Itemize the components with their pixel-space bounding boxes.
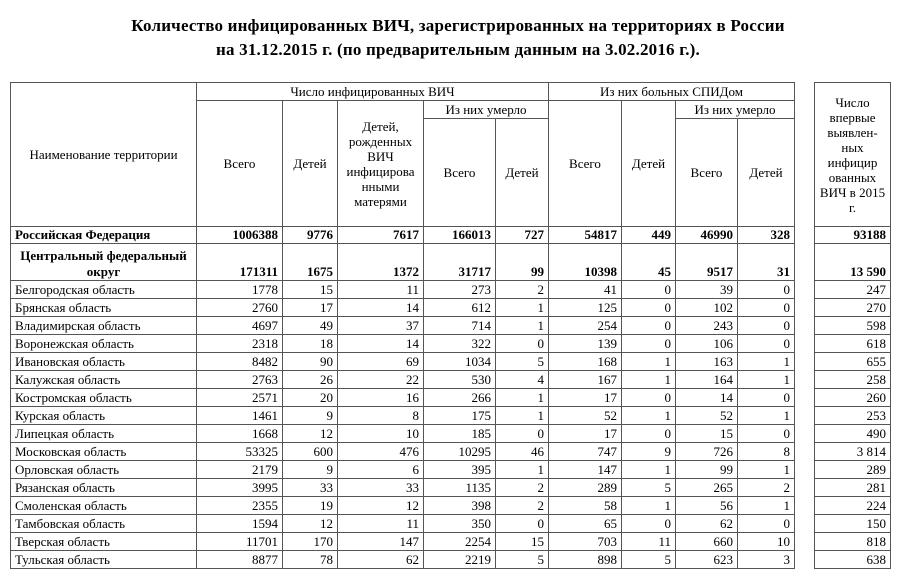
aids-children-cell: 449 [622,227,676,244]
aids-total-cell: 58 [549,497,622,515]
aids-died-total-header: Всего [676,119,738,227]
hiv-children-cell: 1675 [283,244,338,281]
hiv-died-children-cell: 4 [496,371,549,389]
aids-died-total-cell: 52 [676,407,738,425]
new-hiv-cell: 13 590 [815,244,891,281]
aids-died-total-cell: 106 [676,335,738,353]
born-to-infected-cell: 7617 [338,227,424,244]
table-row [11,479,891,497]
born-to-infected-cell: 11 [338,515,424,533]
aids-died-total-cell: 102 [676,299,738,317]
aids-died-total-cell: 62 [676,515,738,533]
aids-total-cell: 289 [549,479,622,497]
hiv-children-cell: 78 [283,551,338,569]
aids-total-cell: 747 [549,443,622,461]
aids-died-children-cell: 1 [738,461,795,479]
aids-died-total-cell: 265 [676,479,738,497]
aids-died-children-cell: 0 [738,515,795,533]
territory-name: Владимирская область [11,317,197,335]
aids-total-cell: 10398 [549,244,622,281]
territory-name: Воронежская область [11,335,197,353]
column-gap [795,425,815,443]
hiv-died-total-cell: 1034 [424,353,496,371]
hiv-died-total-cell: 2219 [424,551,496,569]
territory-name: Белгородская область [11,281,197,299]
hiv-children-cell: 26 [283,371,338,389]
table-row [11,461,891,479]
aids-died-total-cell: 9517 [676,244,738,281]
column-gap [795,407,815,425]
aids-children-cell: 5 [622,479,676,497]
new-hiv-cell: 638 [815,551,891,569]
aids-total-cell: 139 [549,335,622,353]
aids-children-cell: 0 [622,317,676,335]
aids-total-header: Всего [549,101,622,227]
born-to-infected-cell: 14 [338,299,424,317]
table-row [11,407,891,425]
table-row [11,335,891,353]
column-gap [795,533,815,551]
column-gap [795,389,815,407]
table-row [11,425,891,443]
column-gap [795,479,815,497]
new-hiv-cell: 598 [815,317,891,335]
aids-died-children-cell: 1 [738,497,795,515]
territory-name: Костромская область [11,389,197,407]
summary-row-district [11,244,891,281]
column-gap [795,371,815,389]
hiv-total-cell: 3995 [197,479,283,497]
hiv-total-cell: 1461 [197,407,283,425]
aids-group-header: Из них больных СПИДом [549,83,795,101]
aids-children-cell: 0 [622,299,676,317]
aids-children-cell: 45 [622,244,676,281]
new-hiv-cell: 818 [815,533,891,551]
hiv-total-cell: 1778 [197,281,283,299]
born-to-infected-cell: 476 [338,443,424,461]
column-gap [795,244,815,281]
aids-total-cell: 17 [549,389,622,407]
new-hiv-cell: 281 [815,479,891,497]
new-hiv-cell: 270 [815,299,891,317]
new-hiv-cell: 618 [815,335,891,353]
born-to-infected-cell: 16 [338,389,424,407]
hiv-died-children-cell: 1 [496,461,549,479]
title-line-2: на 31.12.2015 г. (по предварительным данным на 3.02.2016 г.). [216,40,700,59]
aids-children-cell: 1 [622,461,676,479]
aids-children-cell: 1 [622,497,676,515]
aids-died-children-cell: 10 [738,533,795,551]
column-gap [795,497,815,515]
aids-died-total-cell: 163 [676,353,738,371]
aids-died-children-cell: 3 [738,551,795,569]
column-gap [795,83,815,227]
hiv-died-header: Из них умерло [424,101,549,119]
hiv-total-cell: 1668 [197,425,283,443]
born-to-infected-cell: 11 [338,281,424,299]
table-row [11,389,891,407]
aids-total-cell: 898 [549,551,622,569]
hiv-children-cell: 33 [283,479,338,497]
hiv-children-cell: 12 [283,515,338,533]
new-hiv-cell: 3 814 [815,443,891,461]
new-hiv-cell: 150 [815,515,891,533]
hiv-children-cell: 9 [283,461,338,479]
hiv-total-header: Всего [197,101,283,227]
hiv-died-total-cell: 175 [424,407,496,425]
hiv-children-cell: 19 [283,497,338,515]
hiv-died-children-cell: 99 [496,244,549,281]
born-to-infected-cell: 14 [338,335,424,353]
hiv-died-total-cell: 273 [424,281,496,299]
aids-died-total-cell: 56 [676,497,738,515]
hiv-group-header: Число инфицированных ВИЧ [197,83,549,101]
aids-died-children-cell: 0 [738,317,795,335]
hiv-died-children-cell: 5 [496,551,549,569]
hiv-total-cell: 4697 [197,317,283,335]
aids-died-children-cell: 1 [738,407,795,425]
aids-died-children-cell: 1 [738,371,795,389]
column-gap [795,317,815,335]
born-to-infected-cell: 62 [338,551,424,569]
born-to-infected-cell: 22 [338,371,424,389]
aids-died-children-cell: 8 [738,443,795,461]
aids-died-total-cell: 726 [676,443,738,461]
aids-children-cell: 0 [622,281,676,299]
aids-children-cell: 0 [622,425,676,443]
title-line-1: Количество инфицированных ВИЧ, зарегистрированных на территориях в России [131,16,785,35]
hiv-statistics-table [10,82,891,569]
territory-name: Орловская область [11,461,197,479]
aids-children-cell: 0 [622,515,676,533]
aids-died-children-cell: 0 [738,389,795,407]
hiv-died-children-cell: 727 [496,227,549,244]
aids-died-total-cell: 243 [676,317,738,335]
aids-died-children-cell: 0 [738,425,795,443]
born-to-infected-cell: 10 [338,425,424,443]
hiv-died-total-cell: 266 [424,389,496,407]
born-to-infected-cell: 1372 [338,244,424,281]
aids-died-header: Из них умерло [676,101,795,119]
hiv-children-header: Детей [283,101,338,227]
new-hiv-cell: 490 [815,425,891,443]
hiv-died-children-cell: 2 [496,497,549,515]
column-gap [795,515,815,533]
territory-name: Тверская область [11,533,197,551]
hiv-children-cell: 17 [283,299,338,317]
table-row [11,299,891,317]
born-to-infected-cell: 6 [338,461,424,479]
hiv-died-children-cell: 2 [496,281,549,299]
born-to-infected-cell: 147 [338,533,424,551]
hiv-children-cell: 20 [283,389,338,407]
territory-name: Тульская область [11,551,197,569]
new-hiv-cell: 247 [815,281,891,299]
hiv-died-children-cell: 1 [496,317,549,335]
aids-children-cell: 1 [622,353,676,371]
hiv-children-cell: 12 [283,425,338,443]
hiv-total-cell: 2763 [197,371,283,389]
document-title [0,14,916,62]
hiv-died-total-cell: 10295 [424,443,496,461]
hiv-total-cell: 1594 [197,515,283,533]
column-gap [795,227,815,244]
aids-died-total-cell: 99 [676,461,738,479]
territory-name: Липецкая область [11,425,197,443]
hiv-total-cell: 8877 [197,551,283,569]
hiv-died-children-cell: 0 [496,335,549,353]
aids-total-cell: 17 [549,425,622,443]
aids-died-total-cell: 39 [676,281,738,299]
aids-total-cell: 147 [549,461,622,479]
table-row [11,515,891,533]
aids-children-cell: 5 [622,551,676,569]
table-row [11,371,891,389]
aids-died-children-header: Детей [738,119,795,227]
hiv-died-children-header: Детей [496,119,549,227]
hiv-children-cell: 15 [283,281,338,299]
aids-total-cell: 167 [549,371,622,389]
hiv-children-cell: 170 [283,533,338,551]
aids-children-cell: 9 [622,443,676,461]
aids-children-cell: 0 [622,335,676,353]
aids-died-children-cell: 31 [738,244,795,281]
column-gap [795,299,815,317]
hiv-died-total-cell: 530 [424,371,496,389]
new-hiv-cell: 655 [815,353,891,371]
hiv-died-children-cell: 5 [496,353,549,371]
new-hiv-cell: 258 [815,371,891,389]
born-to-infected-cell: 69 [338,353,424,371]
aids-died-children-cell: 0 [738,281,795,299]
hiv-total-cell: 8482 [197,353,283,371]
aids-children-header: Детей [622,101,676,227]
new-hiv-cell: 224 [815,497,891,515]
aids-total-cell: 168 [549,353,622,371]
hiv-died-children-cell: 2 [496,479,549,497]
new-hiv-cell: 253 [815,407,891,425]
hiv-died-total-header: Всего [424,119,496,227]
hiv-died-total-cell: 612 [424,299,496,317]
table-row [11,317,891,335]
territory-name: Тамбовская область [11,515,197,533]
hiv-total-cell: 2571 [197,389,283,407]
hiv-total-cell: 53325 [197,443,283,461]
territory-name: Рязанская область [11,479,197,497]
hiv-total-cell: 11701 [197,533,283,551]
column-gap [795,353,815,371]
table-row [11,281,891,299]
born-to-infected-cell: 33 [338,479,424,497]
territory-name: Курская область [11,407,197,425]
born-to-infected-cell: 12 [338,497,424,515]
table-body [11,227,891,569]
hiv-children-cell: 18 [283,335,338,353]
column-gap [795,335,815,353]
table-row [11,497,891,515]
column-gap [795,551,815,569]
hiv-total-cell: 2760 [197,299,283,317]
hiv-died-total-cell: 166013 [424,227,496,244]
hiv-died-total-cell: 398 [424,497,496,515]
hiv-total-cell: 1006388 [197,227,283,244]
aids-total-cell: 52 [549,407,622,425]
column-gap [795,443,815,461]
hiv-children-cell: 9 [283,407,338,425]
hiv-died-total-cell: 322 [424,335,496,353]
column-gap [795,461,815,479]
hiv-died-total-cell: 395 [424,461,496,479]
hiv-total-cell: 2179 [197,461,283,479]
aids-died-total-cell: 14 [676,389,738,407]
territory-name: Калужская область [11,371,197,389]
aids-total-cell: 125 [549,299,622,317]
territory-name: Брянская область [11,299,197,317]
aids-died-children-cell: 0 [738,335,795,353]
hiv-died-children-cell: 15 [496,533,549,551]
table-row [11,551,891,569]
aids-total-cell: 703 [549,533,622,551]
aids-died-children-cell: 1 [738,353,795,371]
hiv-died-children-cell: 46 [496,443,549,461]
hiv-died-children-cell: 1 [496,389,549,407]
aids-children-cell: 0 [622,389,676,407]
aids-died-total-cell: 660 [676,533,738,551]
column-gap [795,281,815,299]
territory-name: Московская область [11,443,197,461]
aids-total-cell: 54817 [549,227,622,244]
table-row [11,533,891,551]
aids-total-cell: 254 [549,317,622,335]
new-hiv-cell: 260 [815,389,891,407]
hiv-children-cell: 90 [283,353,338,371]
aids-died-total-cell: 15 [676,425,738,443]
hiv-total-cell: 2318 [197,335,283,353]
hiv-children-cell: 9776 [283,227,338,244]
born-to-infected-cell: 8 [338,407,424,425]
territory-name: Смоленская область [11,497,197,515]
summary-row-federation [11,227,891,244]
hiv-died-total-cell: 31717 [424,244,496,281]
hiv-died-total-cell: 714 [424,317,496,335]
aids-total-cell: 41 [549,281,622,299]
born-to-infected-header: Детей, рожденных ВИЧ инфицирова нными матерями [338,101,424,227]
aids-children-cell: 1 [622,371,676,389]
hiv-died-total-cell: 1135 [424,479,496,497]
hiv-children-cell: 600 [283,443,338,461]
aids-died-children-cell: 0 [738,299,795,317]
hiv-died-total-cell: 2254 [424,533,496,551]
hiv-died-total-cell: 185 [424,425,496,443]
territory-name: Российская Федерация [11,227,197,244]
territory-name: Ивановская область [11,353,197,371]
territory-name: Центральный федеральный округ [11,244,197,281]
born-to-infected-cell: 37 [338,317,424,335]
hiv-died-total-cell: 350 [424,515,496,533]
aids-children-cell: 11 [622,533,676,551]
new-hiv-cell: 289 [815,461,891,479]
hiv-total-cell: 2355 [197,497,283,515]
hiv-died-children-cell: 0 [496,515,549,533]
territory-header: Наименование территории [11,83,197,227]
aids-children-cell: 1 [622,407,676,425]
aids-total-cell: 65 [549,515,622,533]
aids-died-total-cell: 46990 [676,227,738,244]
aids-died-total-cell: 164 [676,371,738,389]
table-row [11,443,891,461]
new-hiv-header: Число впервые выявлен-ных инфицир ованных ВИЧ в 2015 г. [815,83,891,227]
aids-died-children-cell: 328 [738,227,795,244]
hiv-total-cell: 171311 [197,244,283,281]
new-hiv-cell: 93188 [815,227,891,244]
hiv-died-children-cell: 0 [496,425,549,443]
table-row [11,353,891,371]
hiv-died-children-cell: 1 [496,407,549,425]
aids-died-children-cell: 2 [738,479,795,497]
aids-died-total-cell: 623 [676,551,738,569]
hiv-died-children-cell: 1 [496,299,549,317]
hiv-children-cell: 49 [283,317,338,335]
